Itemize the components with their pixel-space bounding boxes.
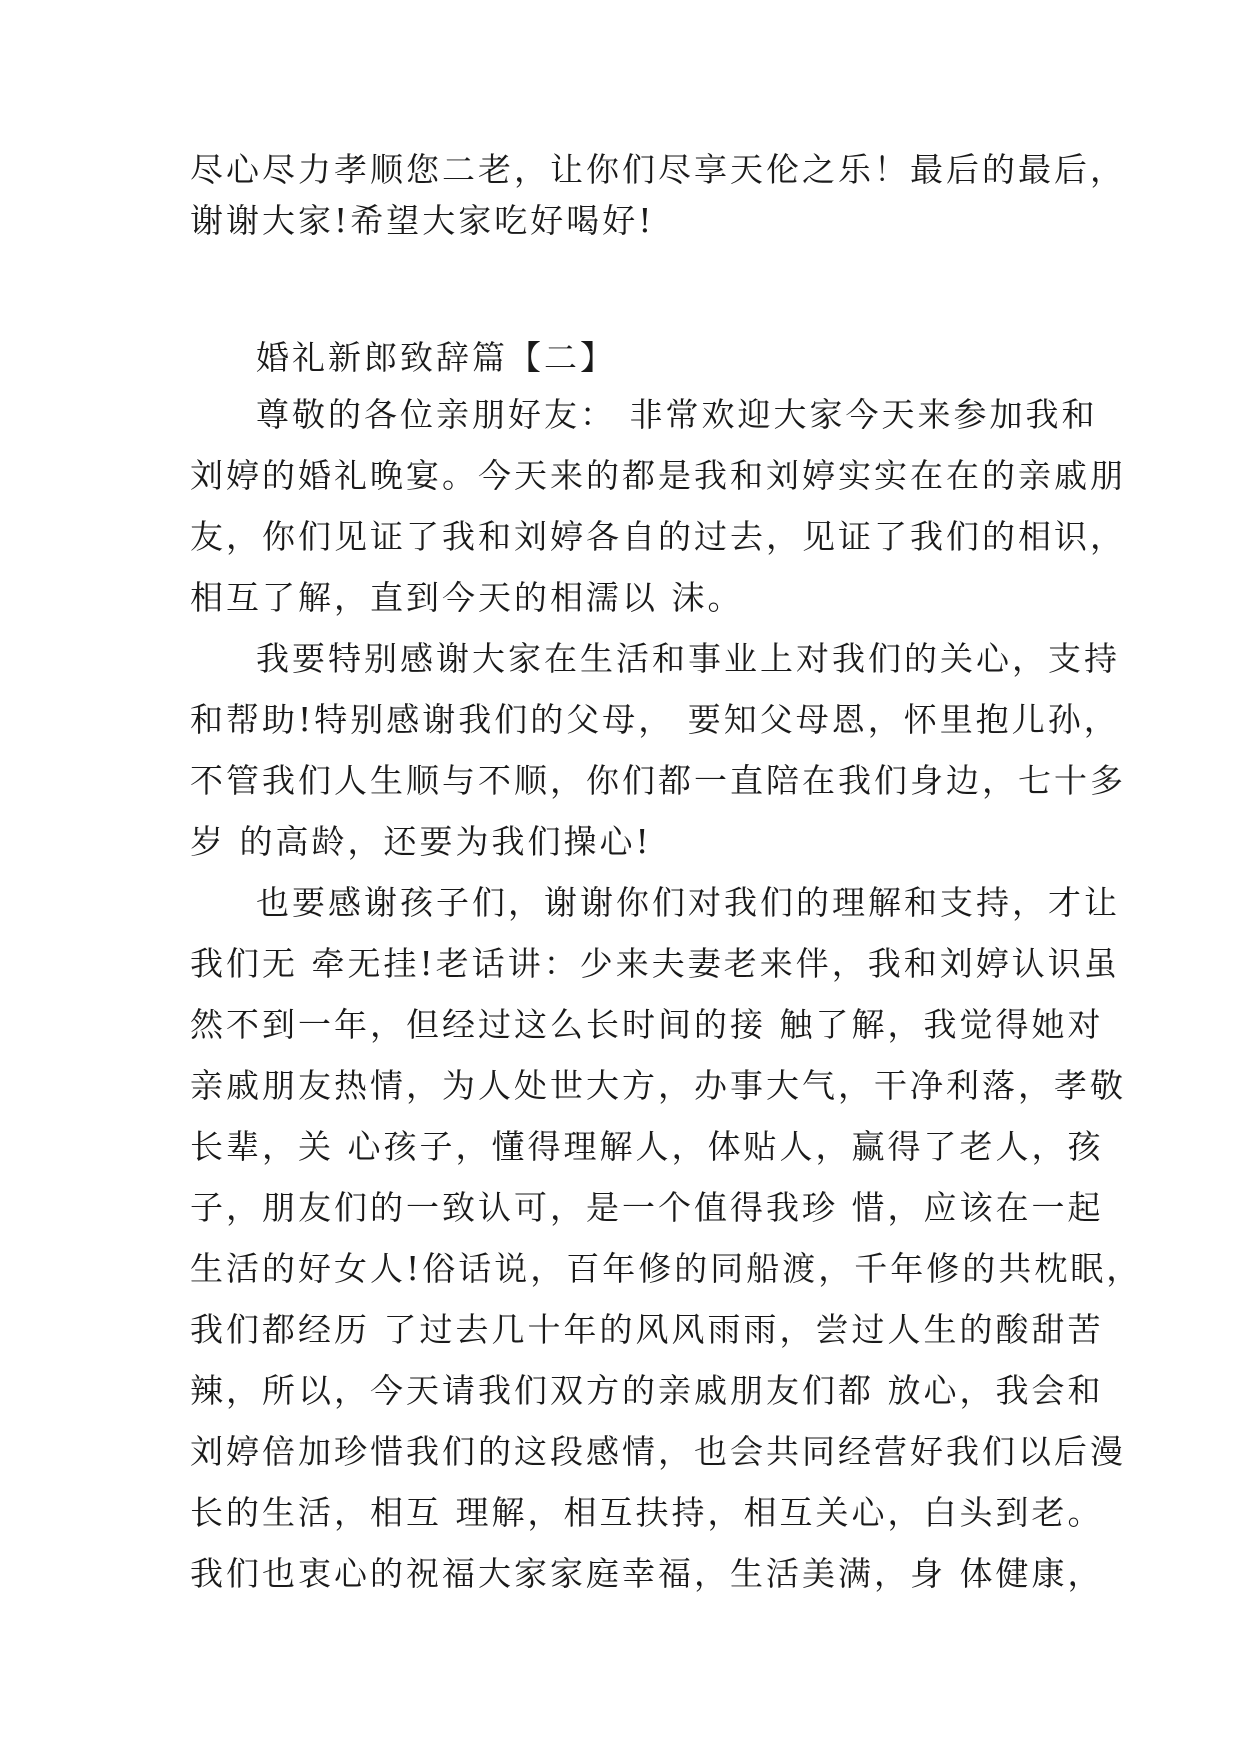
- text-line: 生活的好女人!俗话说，百年修的同船渡，千年修的共枕眠，: [190, 1249, 1143, 1288]
- text-line: 尊敬的各位亲朋好友： 非常欢迎大家今天来参加我和: [256, 395, 1098, 434]
- text-line: 也要感谢孩子们，谢谢你们对我们的理解和支持，才让: [256, 883, 1120, 922]
- text-line: 和帮助!特别感谢我们的父母， 要知父母恩，怀里抱儿孙，: [190, 700, 1120, 739]
- text-line: 我要特别感谢大家在生活和事业上对我们的关心，支持: [256, 639, 1120, 678]
- text-line: 辣，所以，今天请我们双方的亲戚朋友们都 放心，我会和: [190, 1371, 1104, 1410]
- text-line: 然不到一年，但经过这么长时间的接 触了解，我觉得她对: [190, 1005, 1104, 1044]
- text-line: 谢谢大家!希望大家吃好喝好!: [190, 201, 655, 240]
- text-line: 岁 的高龄，还要为我们操心!: [190, 822, 652, 861]
- text-line: 不管我们人生顺与不顺，你们都一直陪在我们身边，七十多: [190, 761, 1126, 800]
- text-line: 亲戚朋友热情，为人处世大方，办事大气，干净利落，孝敬: [190, 1066, 1126, 1105]
- text-line: 刘婷倍加珍惜我们的这段感情，也会共同经营好我们以后漫: [190, 1432, 1126, 1471]
- text-line: 长辈，关 心孩子，懂得理解人，体贴人，赢得了老人，孩: [190, 1127, 1104, 1166]
- text-line: 刘婷的婚礼晚宴。今天来的都是我和刘婷实实在在的亲戚朋: [190, 456, 1126, 495]
- text-line: 我们也衷心的祝福大家家庭幸福，生活美满，身 体健康，: [190, 1554, 1104, 1593]
- text-line: 我们无 牵无挂!老话讲：少来夫妻老来伴，我和刘婷认识虽: [190, 944, 1120, 983]
- text-line: 子，朋友们的一致认可，是一个值得我珍 惜，应该在一起: [190, 1188, 1104, 1227]
- text-line: 友，你们见证了我和刘婷各自的过去，见证了我们的相识，: [190, 517, 1126, 556]
- text-line: 长的生活，相互 理解，相互扶持，相互关心，白头到老。: [190, 1493, 1104, 1532]
- section-heading: 婚礼新郎致辞篇【二】: [256, 338, 616, 377]
- text-line: 尽心尽力孝顺您二老，让你们尽享天伦之乐！最后的最后，: [190, 150, 1126, 189]
- text-line: 我们都经历 了过去几十年的风风雨雨，尝过人生的酸甜苦: [190, 1310, 1104, 1349]
- text-line: 相互了解，直到今天的相濡以 沫。: [190, 578, 744, 617]
